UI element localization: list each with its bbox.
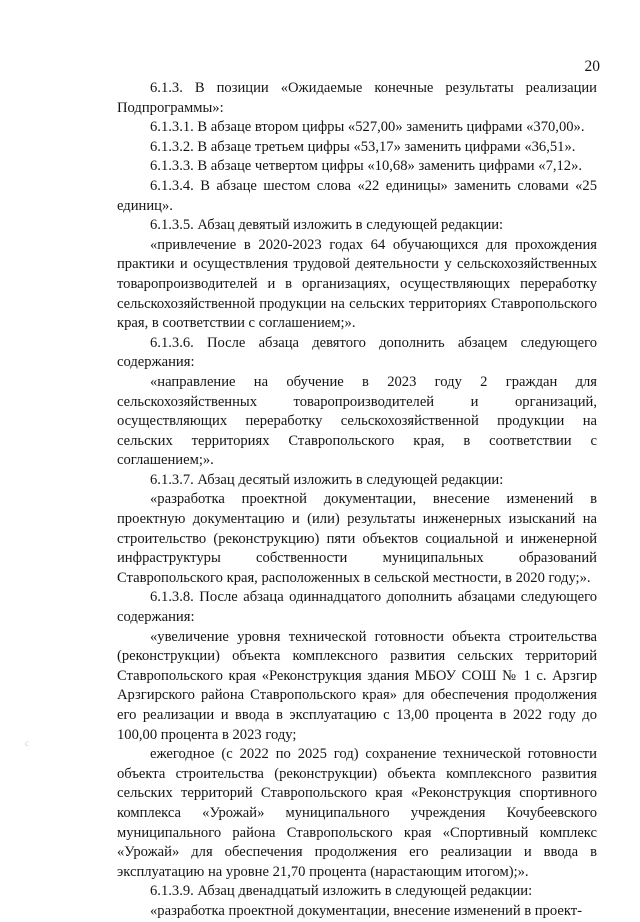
paragraph-p-6-1-3-8: 6.1.3.8. После абзаца одиннадцатого дополнить абзацами следующего содержания: xyxy=(117,589,597,626)
paragraph-q-6-1-3-8-a: «увеличение уровня технической готовности объекта строительства (реконструкции) объекта комплексного развития сельских территорий Ставропольского края «Реконструкция здания МБОУ СОШ № 1 с. Арзгир Арзгирского района Ставропольского края» для обеспечения продолжения его реализации и ввода в эксплуатацию с 13,00 процента в 2022 году до 100,00 процента в 2023 году; xyxy=(117,628,597,743)
paragraph-p-6-1-3-9: 6.1.3.9. Абзац двенадцатый изложить в следующей редакции: xyxy=(150,883,533,900)
paragraph-q-6-1-3-8-b: ежегодное (с 2022 по 2025 год) сохранение технической готовности объекта строительства (реконструкции) объекта комплексного развития сельских территорий Ставропольского края «Реконструкция спортивного комплекса «Урожай» муниципального учреждения Кочубеевского муниципального района Ставропольского края «Спортивный комплекс «Урожай» для обеспечения продолжения его реализации и ввода в эксплуатацию на уровне 21,70 процента (нарастающим итогом);». xyxy=(117,746,597,880)
paragraph-q-6-1-3-7: «разработка проектной документации, внесение изменений в проектную документацию и (или) результаты инженерных изысканий на строительство (реконструкцию) пяти объектов социальной и инженерной инфраструктуры собственности муниципальных образований Ставропольского края, расположенных в сельской местности, в 2020 году;». xyxy=(117,491,597,586)
document-body xyxy=(117,79,597,922)
paragraph-p-6-1-3-1: 6.1.3.1. В абзаце втором цифры «527,00» заменить цифрами «370,00». xyxy=(150,119,585,136)
paragraph-p-6-1-3-7: 6.1.3.7. Абзац десятый изложить в следующей редакции: xyxy=(150,471,504,488)
paragraph-p-6-1-3: 6.1.3. В позиции «Ожидаемые конечные результаты реализации Подпрограммы»: xyxy=(117,80,597,116)
paragraph-q-6-1-3-9: «разработка проектной документации, внесение изменений в проект- xyxy=(150,902,583,919)
page-number: 20 xyxy=(584,58,600,75)
paragraph-p-6-1-3-2: 6.1.3.2. В абзаце третьем цифры «53,17» заменить цифрами «36,51». xyxy=(150,138,576,155)
paragraph-p-6-1-3-3: 6.1.3.3. В абзаце четвертом цифры «10,68» заменить цифрами «7,12». xyxy=(150,158,583,175)
paragraph-q-6-1-3-6: «направление на обучение в 2023 году 2 граждан для сельскохозяйственных товаропроизводителей и организаций, осуществляющих переработку сельскохозяйственной продукции на сельских территориях Ставропольского края, в соответствии с соглашением;». xyxy=(117,373,597,469)
paragraph-p-6-1-3-4: 6.1.3.4. В абзаце шестом слова «22 единицы» заменить словами «25 единиц». xyxy=(117,177,597,214)
paragraph-p-6-1-3-5: 6.1.3.5. Абзац девятый изложить в следующей редакции: xyxy=(150,217,504,234)
paragraph-p-6-1-3-6: 6.1.3.6. После абзаца девятого дополнить абзацем следующего содержания: xyxy=(117,334,597,371)
edge-mark: c xyxy=(25,738,29,748)
paragraph-q-6-1-3-5: «привлечение в 2020-2023 годах 64 обучающихся для прохождения практики и осуществления трудовой деятельности у сельскохозяйственных товаропроизводителей и в организациях, осуществляющих переработку сельскохозяйственной продукции на сельских территориях Ставропольского края, в соответствии с соглашением;». xyxy=(117,236,597,332)
